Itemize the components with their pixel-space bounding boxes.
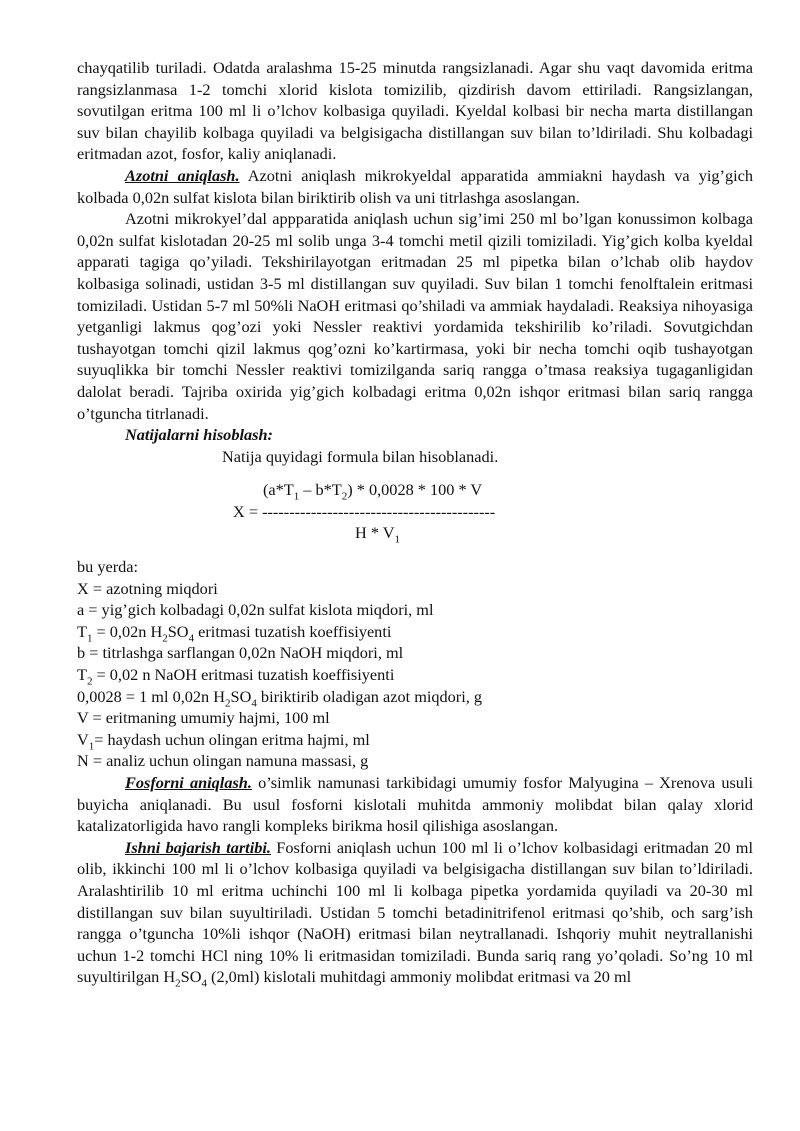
paragraph-intro: chayqatilib turiladi. Odatda aralashma 15-25 minutda rangsizlanadi. Agar shu vaqt davomida eritma rangsizlanmasa 1-2 tomchi xlorid kislota tomizilib, qizdirish davom ettiriladi. Rangsizlangan, sovutilgan eritma 100 ml li o’lchov kolbasiga quyiladi. Kyeldal kolbasi bir necha marta distillangan suv bilan chayilib kolbaga quyiladi va belgisigacha distillangan suv bilan to’ldiriladi. Shu kolbadagi eritmadan azot, fosfor, kaliy aniqlanadi. xyxy=(77,58,753,164)
fosfor-intro-text: o’simlik namunasi tarkibidagi umumiy fosfor Malyugina – Xrenova usuli buyicha aniqlanadi. Bu usul fosforni kislotali muhitda ammoniy molibdat bilan qalay xlorid katalizatorligida havo rangli kompleks birikma hosil qilishiga asoslangan. xyxy=(77,773,753,836)
bu-yerda-label: bu yerda: xyxy=(77,557,139,577)
def-constant: 0,0028 = 1 ml 0,02n $H_2SO_4$ biriktirib oladigan azot miqdori, g xyxy=(77,686,483,709)
document-page xyxy=(77,57,753,988)
formula-numerator: $(a*T_1 - b*T_2) * 0,0028 * 100$ * V xyxy=(263,480,483,503)
formula-denominator: H * $V_1$ xyxy=(355,523,401,546)
heading-natijalarni-hisoblash: Natijalarni hisoblash: xyxy=(125,425,273,445)
azot-intro-text: Azotni aniqlash mikrokyeldal apparatida ammiakni haydash va yig’gich kolbada 0,02n sulfat kislota bilan biriktirib olish va uni titrlashga asoslangan. xyxy=(77,165,753,207)
formula xyxy=(77,479,753,544)
paragraph-azot-procedure: Azotni mikrokyel’dal appparatida aniqlash uchun sig’imi 250 ml bo’lgan konussimon kolbaga 0,02n sulfat kislotadan 20-25 ml solib unga 3-4 tomchi metil qizili tomiziladi. Yig’gich kolba kyeldal apparati tagiga qo’yiladi. Tekshirilayotgan eritmadan 25 ml pipetka bilan o’lchab olib haydov kolbasiga solinadi, ustidan 3-5 ml distillangan suv quyiladi. Suv bilan 1 tomchi fenolftalein eritmasi tomiziladi. Ustidan 5-7 ml 50%li NaOH eritmasi qo’shiladi va ammiak haydaladi. Reaksiya nihoyasiga yetganligi lakmus qog’ozi yoki Nessler reaktivi yordamida tekshirilib ko’riladi. Sovutgichdan tushayotgan tomchi qizil lakmus qog’ozni ko’kartirmasa, yoki bir necha tomchi oqib tushayotgan suyuqlikka bir tomchi Nessler reaktivi tomizilganda sariq rangga o’tmasa reaksiya tugaganligidan dalolat beradi. Tajriba oxirida yig’gich kolbadagi eritma 0,02n ishqor eritmasi bilan sariq rangga o’tguncha titrlanadi. xyxy=(77,209,753,423)
formula-fraction-line: X = ------------------------------------------- xyxy=(233,501,496,521)
def-b: b = titrlashga sarflangan 0,02n NaOH miqdori, ml xyxy=(77,643,404,663)
paragraph-azot-intro xyxy=(77,165,753,208)
def-t1: $T_1 = 0,02n$ $H_2SO_4$ eritmasi tuzatish koeffisiyenti xyxy=(77,621,392,645)
def-t2: $T_2 = 0,02$ n NaOH eritmasi tuzatish koeffisiyenti xyxy=(77,665,395,688)
heading-fosforni-aniqlash: Fosforni aniqlash. xyxy=(125,773,252,792)
def-v: V = eritmaning umumiy hajmi, 100 ml xyxy=(77,708,330,728)
paragraph-fosfor-intro xyxy=(77,772,753,837)
heading-azotni-aniqlash: Azotni aniqlash. xyxy=(125,165,240,185)
formula-intro: Natija quyidagi formula bilan hisoblanadi. xyxy=(222,446,499,466)
def-a: a = yig’gich kolbadagi 0,02n sulfat kislota miqdori, ml xyxy=(77,600,434,620)
def-n: N = analiz uchun olingan namuna massasi, g xyxy=(77,751,369,771)
def-x: X = azotning miqdori xyxy=(77,578,218,598)
def-v1: $V_1=$ haydash uchun olingan eritma hajmi, ml xyxy=(77,729,370,753)
heading-ishni-bajarish-tartibi: Ishni bajarish tartibi. xyxy=(125,837,271,857)
paragraph-ishni-bajarish: Ishni bajarish tartibi. Fosforni aniqlash uchun 100 ml li o’lchov kolbasidagi eritmadan 20 ml olib, ikkinchi 100 ml li o’lchov kolbasiga quyiladi va belgisigacha distillangan suv bilan to’ldiriladi. Aralashtirilib 10 ml eritma uchinchi 100 ml li kolbaga pipetka yordamida quyiladi va 20-30 ml distillangan suv bilan suyultiriladi. Ustidan 5 tomchi betadinitrifenol eritmasi qo’shib, och sarg’ish rangga o’tguncha 10%li ishqor (NaOH) eritmasi bilan neytrallanadi. Ishqoriy muhit neytrallanishi uchun 1-2 tomchi HCl ning 10% li eritmasidan tomiziladi. Bunda sariq rang yo’qoladi. So’ng 10 ml suyultirilgan $H_2SO_4$ (2,0ml) kislotali muhitdagi ammoniy molibdat eritmasi va 20 ml xyxy=(77,837,753,990)
